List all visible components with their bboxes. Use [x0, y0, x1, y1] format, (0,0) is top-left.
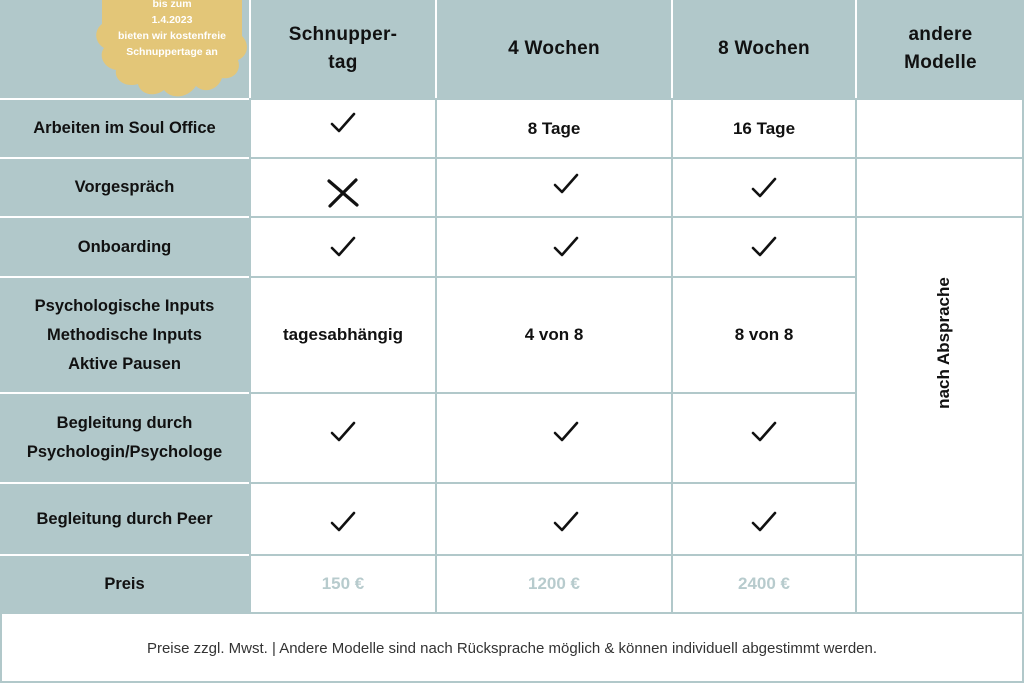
- check-icon: [437, 159, 695, 209]
- row-label-vorgespraech: Vorgespräch: [0, 159, 249, 216]
- andere-modelle-note: nach Absprache: [934, 277, 953, 409]
- check-icon: [251, 484, 435, 560]
- check-icon: [251, 100, 435, 146]
- price-8-wochen: 2400 €: [738, 574, 790, 593]
- value-4-wochen-inputs: 4 von 8: [524, 325, 584, 344]
- header-andere-modelle: andere Modelle: [857, 0, 1024, 98]
- row-label-begleitung-psychologin: Begleitung durch Psychologin/Psychologe: [0, 394, 249, 482]
- row-label-soul-office: Arbeiten im Soul Office: [0, 100, 249, 157]
- row-label-inputs: Psychologische Inputs Methodische Inputs Aktive Pausen: [0, 278, 249, 392]
- check-icon: [673, 159, 855, 216]
- value-schnuppertag-inputs: tagesabhängig: [283, 325, 403, 344]
- footer-note: Preise zzgl. Mwst. | Andere Modelle sind nach Rücksprache möglich & können individuell abgestimmt werden.: [146, 640, 878, 657]
- check-icon: [437, 394, 695, 470]
- check-icon: [251, 394, 435, 470]
- value-8-wochen-inputs: 8 von 8: [734, 325, 794, 344]
- header-8-wochen: 8 Wochen: [673, 0, 855, 98]
- check-icon: [673, 484, 855, 560]
- check-icon: [251, 218, 435, 276]
- row-label-onboarding: Onboarding: [0, 218, 249, 276]
- check-icon: [673, 394, 855, 470]
- price-4-wochen: 1200 €: [528, 574, 580, 593]
- price-schnuppertag: 150 €: [321, 574, 365, 593]
- check-icon: [437, 484, 695, 560]
- row-label-begleitung-peer: Begleitung durch Peer: [0, 484, 249, 554]
- promo-badge-text: bis zum 1.4.2023 bieten wir kostenfreie Schnuppertage an: [118, 0, 226, 58]
- header-4-wochen: 4 Wochen: [437, 0, 671, 98]
- check-icon: [673, 218, 855, 276]
- check-icon: [437, 218, 695, 276]
- value-8-wochen-soul-office: 16 Tage: [732, 118, 796, 138]
- value-4-wochen-soul-office: 8 Tage: [527, 118, 581, 138]
- row-label-preis: Preis: [0, 556, 249, 612]
- header-schnuppertag: Schnupper- tag: [251, 0, 435, 98]
- cross-icon: [251, 164, 435, 221]
